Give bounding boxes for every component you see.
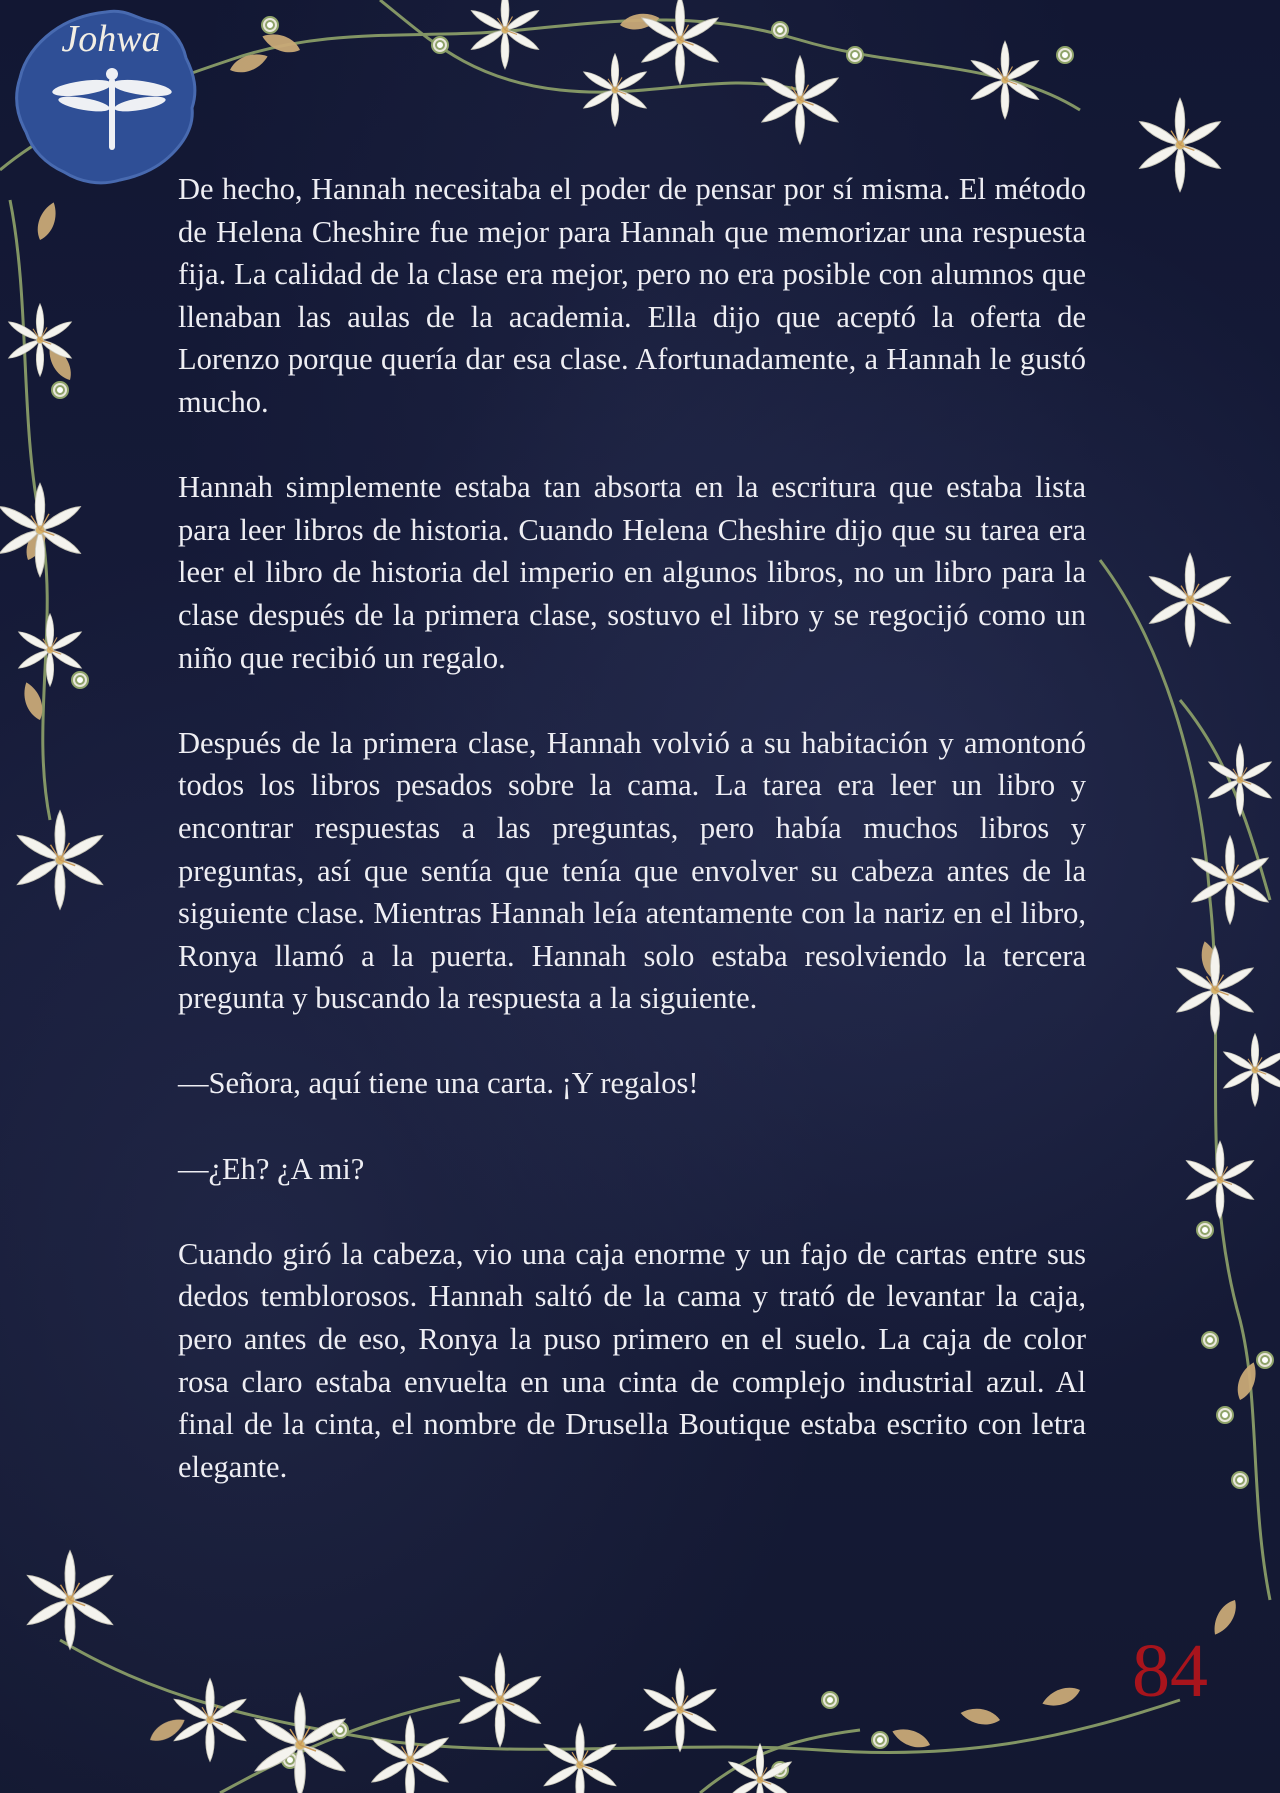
body-text xyxy=(178,168,1086,1488)
page-number: 84 xyxy=(1132,1629,1208,1713)
dialogue-line: —Señora, aquí tiene una carta. ¡Y regalos! xyxy=(178,1066,699,1101)
logo-wordmark: Johwa xyxy=(61,18,161,60)
publisher-logo xyxy=(8,4,204,190)
paragraph: Cuando giró la cabeza, vio una caja enorme y un fajo de cartas entre sus dedos temblorosos. Hannah saltó de la cama y trató de levantar la caja, pero antes de eso, Ronya la puso primero en el suelo. La caja de color rosa claro estaba envuelta en una cinta de complejo industrial azul. Al final de la cinta, el nombre de Drusella Boutique estaba escrito con letra elegante. xyxy=(178,1236,1086,1484)
paragraph: Después de la primera clase, Hannah volvió a su habitación y amontonó todos los libros pesados sobre la cama. La tarea era leer un libro y encontrar respuestas a las preguntas, pero había muchos libros y preguntas, así que sentía que tenía que envolver su cabeza antes de la siguiente clase. Mientras Hannah leía atentamente con la nariz en el libro, Ronya llamó a la puerta. Hannah solo estaba resolviendo la tercera pregunta y buscando la respuesta a la siguiente. xyxy=(178,725,1086,1016)
dialogue-line: —¿Eh? ¿A mi? xyxy=(178,1151,365,1186)
dragonfly-icon xyxy=(52,60,172,160)
paragraph: Hannah simplemente estaba tan absorta en la escritura que estaba lista para leer libros de historia. Cuando Helena Cheshire dijo que su tarea era leer el libro de historia del imperio en algunos libros, no un libro para la clase después de la primera clase, sostuvo el libro y se regocijó como un niño que recibió un regalo. xyxy=(178,470,1086,675)
paragraph: De hecho, Hannah necesitaba el poder de pensar por sí misma. El método de Helena Cheshire fue mejor para Hannah que memorizar una respuesta fija. La calidad de la clase era mejor, pero no era posible con alumnos que llenaban las aulas de la academia. Ella dijo que aceptó la oferta de Lorenzo porque quería dar esa clase. Afortunadamente, a Hannah le gustó mucho. xyxy=(178,172,1086,419)
